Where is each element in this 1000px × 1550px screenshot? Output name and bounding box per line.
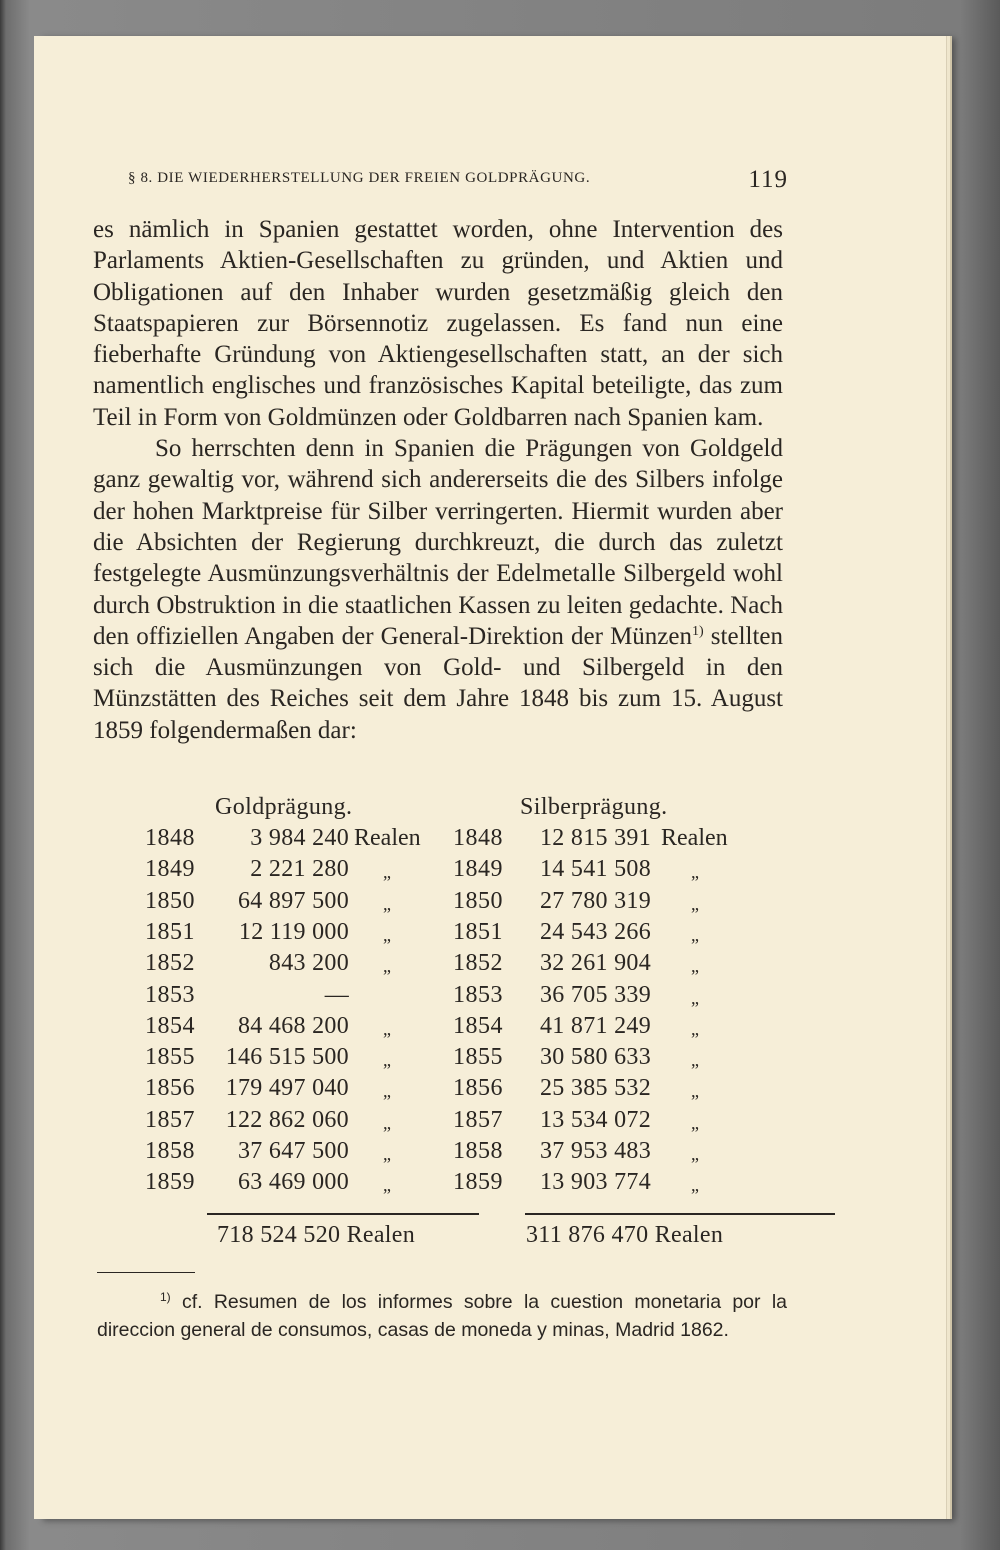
paragraph-1: es nämlich in Spanien gestattet worden, ohne Intervention des Parlaments Aktien-Gesellschaften zu gründen, und Aktien und Obligationen auf den Inhaber wurden gesetzmäßig gleich den Staatspapieren zur Börsennotiz zugelassen. Es fand nun eine fieberhafte Gründung von Aktiengesellschaften statt, an der sich namentlich englisches und französisches Kapital beteiligte, das zum Teil in Form von Goldmünzen oder Goldbarren nach Spanien kam. [93,216,783,431]
row-amount: 122 862 060 [225,1106,349,1133]
footnote-rule [97,1272,195,1273]
row-amount: 25 385 532 [540,1075,651,1102]
gold-total: 718 524 520 Realen [217,1222,416,1248]
row-amount: 30 580 633 [540,1044,651,1071]
table-row [453,1044,793,1075]
ditto-mark: „ [691,893,699,914]
ditto-mark: „ [691,1175,699,1196]
footnote-body [97,1288,787,1344]
gold-table-title: Goldprägung. [215,794,353,820]
ditto-mark: „ [383,893,391,914]
row-year: 1859 [145,1169,195,1196]
table-row [145,950,480,981]
paragraph-2-text-a: So herrschten denn in Spanien die Prägungen von Goldgeld ganz gewaltig vor, während sich andererseits die des Silbers infolge der hohen Marktpreise für Silber verringerten. Hiermit wurden aber die Absichten der Regierung durchkreuzt, die durch das zuletzt festgelegte Ausmünzungsverhältnis der Edelmetalle Silbergeld wohl durch Obstruktion in die staatlichen Kassen zu leiten gedachte. Nach den offiziellen Angaben der General-Direktion der Münzen [93,435,783,650]
ditto-mark: „ [383,1144,391,1164]
ditto-mark: „ [691,1144,699,1164]
row-year: 1854 [453,1012,503,1039]
row-amount: 24 543 266 [540,918,651,945]
row-year: 1849 [453,856,503,883]
ditto-mark: „ [691,987,699,1008]
minting-tables [95,794,785,1254]
row-year: 1858 [145,1138,195,1164]
row-amount: 41 871 249 [540,1012,651,1039]
table-row [453,1075,793,1106]
silver-table-title: Silberprägung. [520,794,668,820]
row-amount: 14 541 508 [540,856,651,883]
paragraph-2-text-b: stellten sich die Ausmünzungen von Gold- und Silbergeld in den Münzstätten des Reiches seit dem Jahre 1848 bis zum 15. August 1859 folgendermaßen dar: [93,622,783,744]
footnote [97,1288,787,1344]
row-year: 1851 [453,918,503,945]
row-amount: 63 469 000 [238,1169,349,1196]
ditto-mark: „ [383,1018,391,1039]
row-amount: 179 497 040 [225,1075,349,1102]
ditto-mark: „ [691,1112,699,1133]
row-year: 1852 [145,950,195,977]
row-unit: Realen [354,825,421,851]
ditto-mark: „ [691,862,699,883]
table-row [145,1075,480,1106]
ditto-mark: „ [691,1081,699,1102]
row-year: 1856 [453,1075,503,1102]
row-amount: 12 119 000 [238,918,349,945]
row-year: 1853 [453,981,503,1008]
table-row [145,1138,480,1169]
row-year: 1856 [145,1075,195,1102]
table-row [145,982,480,1013]
gold-sum-rule [207,1213,479,1215]
row-amount: 843 200 [268,950,349,977]
page-number: 119 [748,166,788,193]
row-year: 1858 [453,1138,503,1164]
row-year: 1852 [453,950,503,977]
row-year: 1855 [145,1044,195,1071]
row-year: 1850 [453,887,503,914]
table-row [453,888,793,919]
ditto-mark: „ [691,956,699,977]
ditto-mark: „ [383,1081,391,1102]
table-row [145,919,480,950]
table-row [453,856,793,887]
ditto-mark: „ [691,1050,699,1071]
table-row [145,1044,480,1075]
footnote-text: cf. Resumen de los informes sobre la cuestion monetaria por la direccion general de consumos, casas de moneda y minas, Madrid 1862. [97,1291,787,1341]
row-amount: 2 221 280 [250,856,349,883]
table-row [453,919,793,950]
row-amount: 37 953 483 [540,1138,651,1164]
table-row [145,1107,480,1138]
row-amount: 12 815 391 [540,825,651,851]
row-amount: 3 984 240 [250,825,349,851]
body-text [93,214,783,746]
row-year: 1853 [145,981,195,1008]
ditto-mark: „ [691,924,699,945]
silver-sum-rule [525,1213,835,1215]
row-year: 1848 [145,825,195,851]
row-year: 1849 [145,856,195,883]
row-amount: — [324,981,349,1008]
row-amount: 64 897 500 [238,887,349,914]
row-year: 1857 [145,1106,195,1133]
ditto-mark: „ [383,1175,391,1196]
row-amount: 36 705 339 [540,981,651,1008]
row-amount: 37 647 500 [238,1138,349,1164]
row-amount: 27 780 319 [540,887,651,914]
row-year: 1851 [145,918,195,945]
paragraph-2 [93,433,783,746]
ditto-mark: „ [383,956,391,977]
running-head-title: § 8. DIE WIEDERHERSTELLUNG DER FREIEN GOLDPRÄGUNG. [128,170,591,186]
silver-total: 311 876 470 Realen [526,1222,724,1248]
row-unit: Realen [661,825,728,851]
table-row [145,888,480,919]
ditto-mark: „ [383,924,391,945]
table-row [453,950,793,981]
table-row [145,1013,480,1044]
row-amount: 13 903 774 [540,1169,651,1196]
row-year: 1848 [453,825,503,851]
running-head [128,166,788,196]
row-year: 1850 [145,887,195,914]
row-amount: 13 534 072 [540,1106,651,1133]
table-row [453,1107,793,1138]
row-amount: 146 515 500 [225,1044,349,1071]
row-year: 1857 [453,1106,503,1133]
footnote-reference: 1) [692,623,704,639]
footnote-mark: 1) [160,1290,171,1304]
ditto-mark: „ [383,1050,391,1071]
row-amount: 84 468 200 [238,1012,349,1039]
table-row [453,1169,793,1200]
table-row [145,856,480,887]
table-row [145,825,480,856]
ditto-mark: „ [383,1112,391,1133]
table-row [145,1169,480,1200]
table-row [453,825,793,856]
table-row [453,1013,793,1044]
row-year: 1855 [453,1044,503,1071]
ditto-mark: „ [691,1018,699,1039]
table-row [453,982,793,1013]
row-amount: 32 261 904 [540,950,651,977]
table-row [453,1138,793,1169]
ditto-mark: „ [383,862,391,883]
row-year: 1859 [453,1169,503,1196]
row-year: 1854 [145,1012,195,1039]
